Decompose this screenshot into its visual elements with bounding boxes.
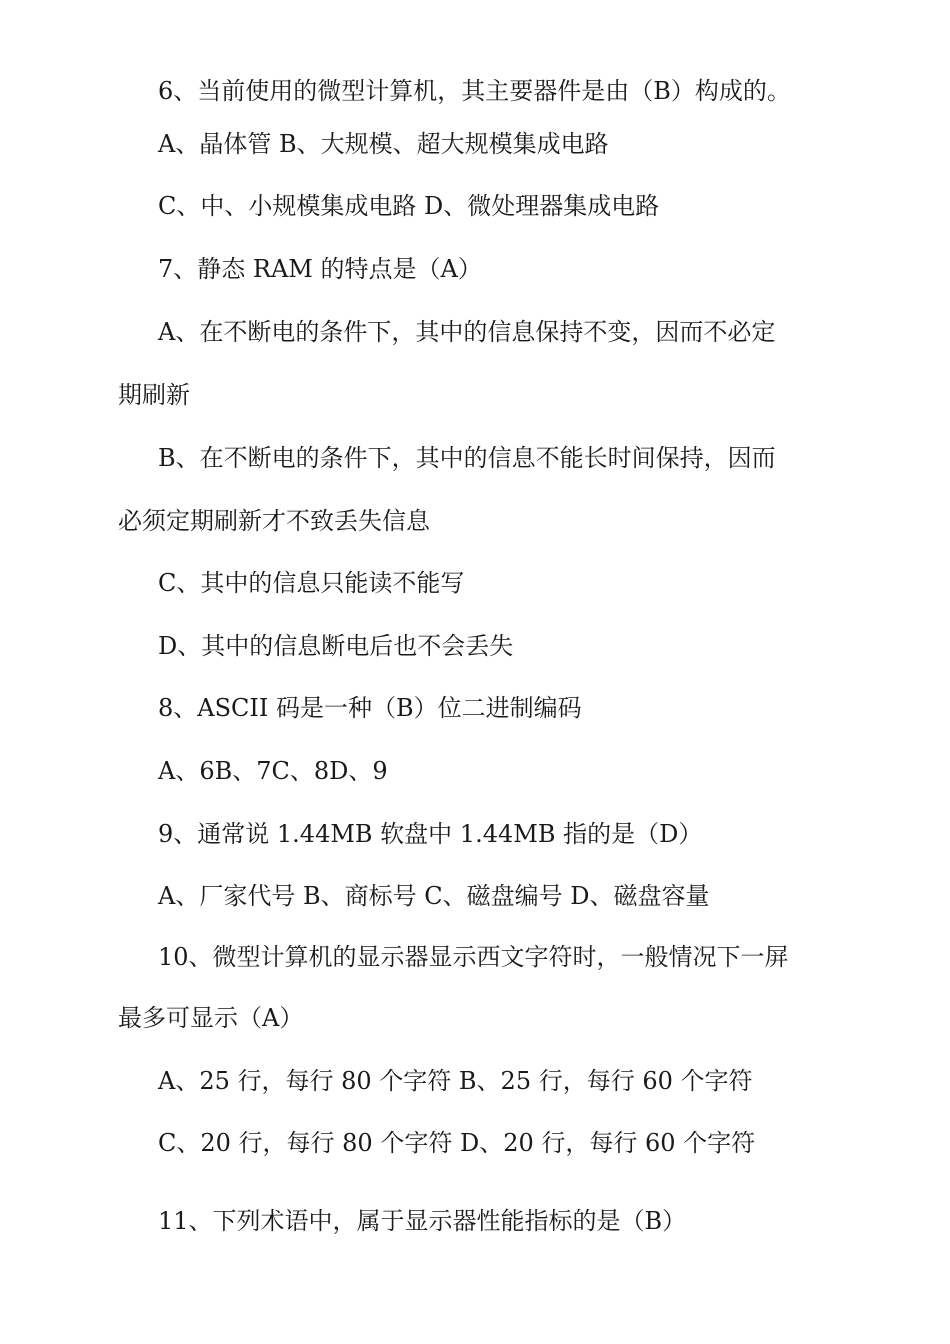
question-9-stem: 9、通常说 1.44MB 软盘中 1.44MB 指的是（D）	[158, 820, 703, 848]
question-8-stem: 8、ASCII 码是一种（B）位二进制编码	[158, 694, 582, 722]
question-8-options: A、6B、7C、8D、9	[158, 757, 388, 785]
question-9-options: A、厂家代号 B、商标号 C、磁盘编号 D、磁盘容量	[158, 882, 710, 910]
question-10-options-cd: C、20 行，每行 80 个字符 D、20 行，每行 60 个字符	[158, 1129, 756, 1157]
question-6-stem: 6、当前使用的微型计算机，其主要器件是由（B）构成的。	[158, 77, 791, 105]
question-7-option-a-cont: 期刷新	[118, 381, 190, 409]
question-7-option-b-cont: 必须定期刷新才不致丢失信息	[118, 507, 430, 535]
question-7-option-d: D、其中的信息断电后也不会丢失	[158, 632, 514, 660]
question-7-stem: 7、静态 RAM 的特点是（A）	[158, 255, 482, 283]
question-10-options-ab: A、25 行，每行 80 个字符 B、25 行，每行 60 个字符	[158, 1067, 753, 1095]
question-7-option-c: C、其中的信息只能读不能写	[158, 569, 465, 597]
question-10-stem-cont: 最多可显示（A）	[118, 1004, 304, 1032]
question-7-option-a: A、在不断电的条件下，其中的信息保持不变，因而不必定	[158, 318, 776, 346]
question-7-option-b: B、在不断电的条件下，其中的信息不能长时间保持，因而	[158, 444, 776, 472]
question-6-options-cd: C、中、小规模集成电路 D、微处理器集成电路	[158, 192, 660, 220]
question-10-stem: 10、微型计算机的显示器显示西文字符时，一般情况下一屏	[158, 943, 789, 971]
question-11-stem: 11、下列术语中，属于显示器性能指标的是（B）	[158, 1207, 687, 1235]
question-6-options-ab: A、晶体管 B、大规模、超大规模集成电路	[158, 130, 609, 158]
